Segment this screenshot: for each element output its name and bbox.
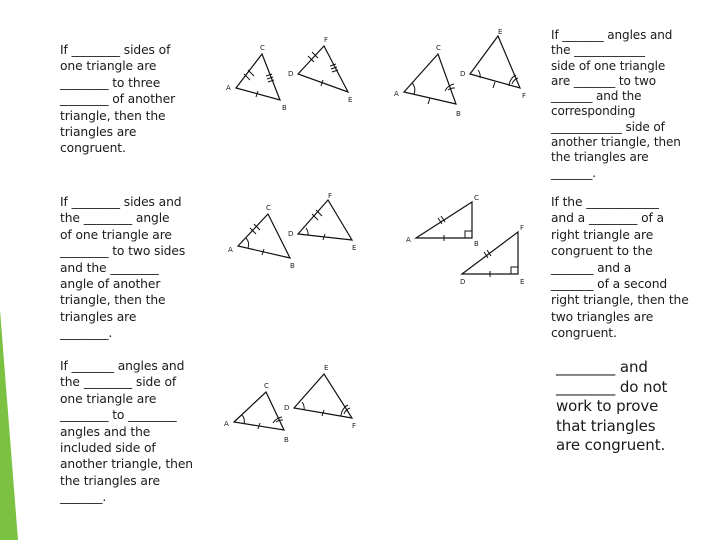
svg-text:A: A bbox=[226, 84, 231, 92]
statement-line: and the ________ bbox=[60, 260, 159, 275]
statement-line: triangles are bbox=[60, 125, 137, 140]
non-congruence-note bbox=[556, 358, 667, 456]
svg-text:F: F bbox=[522, 92, 527, 100]
statement-line: ________ to two sides bbox=[60, 244, 186, 259]
svg-text:C: C bbox=[260, 44, 265, 52]
svg-text:C: C bbox=[264, 382, 269, 390]
statement-line: two triangles are bbox=[551, 309, 654, 324]
statement-line: the ____________ bbox=[551, 43, 645, 58]
statement-line: right triangle are bbox=[551, 227, 654, 242]
statement-line: the triangles are bbox=[551, 150, 649, 165]
statement-line: congruent to the bbox=[551, 244, 653, 259]
asa-triangles-figure bbox=[222, 360, 384, 460]
svg-text:A: A bbox=[394, 90, 399, 98]
statement-line: another triangle, then bbox=[60, 457, 193, 472]
statement-line: congruent. bbox=[60, 141, 126, 156]
svg-text:F: F bbox=[328, 192, 333, 200]
svg-text:E: E bbox=[498, 28, 503, 36]
aas-triangles-figure bbox=[394, 26, 556, 126]
svg-text:E: E bbox=[352, 244, 357, 252]
statement-line: triangle, then the bbox=[60, 108, 166, 123]
statement-line: one triangle are bbox=[60, 59, 157, 74]
statement-line: _______ and the bbox=[551, 89, 642, 104]
statement-line: If ________ sides of bbox=[60, 43, 171, 57]
svg-text:A: A bbox=[228, 246, 233, 254]
statement-line: ____________ side of bbox=[551, 119, 665, 134]
worksheet bbox=[24, 18, 714, 540]
statement-line: included side of bbox=[60, 441, 156, 456]
statement-line: If the ____________ bbox=[551, 195, 659, 209]
accent-triangle bbox=[0, 0, 26, 540]
sss-statement bbox=[60, 42, 175, 157]
statement-line: ________ of another bbox=[60, 92, 176, 107]
statement-line: congruent. bbox=[551, 326, 617, 341]
svg-text:E: E bbox=[348, 96, 353, 104]
hl-statement bbox=[551, 194, 689, 342]
statement-line: are congruent. bbox=[556, 436, 666, 455]
statement-line: and a ________ of a bbox=[551, 211, 664, 226]
statement-line: ________ do not bbox=[556, 377, 668, 396]
sss-triangles-figure bbox=[220, 26, 392, 126]
aas-statement bbox=[551, 28, 681, 181]
statement-line: _______ of a second bbox=[551, 277, 668, 292]
statement-line: are _______ to two bbox=[551, 73, 656, 88]
hl-right-triangles-figure bbox=[402, 190, 552, 290]
statement-line: one triangle are bbox=[60, 391, 157, 406]
statement-line: side of one triangle bbox=[551, 58, 666, 73]
statement-line: ________ to ________ bbox=[60, 408, 177, 423]
svg-text:B: B bbox=[456, 110, 461, 118]
statement-line: ________ and bbox=[556, 358, 648, 376]
statement-line: that triangles bbox=[556, 416, 656, 435]
svg-text:D: D bbox=[288, 70, 294, 78]
statement-line: ________. bbox=[60, 326, 113, 341]
svg-text:A: A bbox=[406, 236, 411, 244]
svg-text:D: D bbox=[288, 230, 294, 238]
statement-line: of one triangle are bbox=[60, 227, 172, 242]
asa-statement bbox=[60, 358, 193, 506]
svg-text:D: D bbox=[460, 278, 466, 286]
svg-text:A: A bbox=[224, 420, 229, 428]
svg-text:B: B bbox=[282, 104, 287, 112]
svg-text:F: F bbox=[520, 224, 525, 232]
statement-line: If _______ angles and bbox=[551, 28, 673, 42]
statement-line: If _______ angles and bbox=[60, 359, 185, 373]
svg-text:E: E bbox=[520, 278, 525, 286]
statement-line: triangle, then the bbox=[60, 293, 166, 308]
statement-line: _______ and a bbox=[551, 260, 632, 275]
statement-line: If ________ sides and bbox=[60, 195, 182, 209]
svg-text:D: D bbox=[284, 404, 290, 412]
svg-text:F: F bbox=[324, 36, 329, 44]
statement-line: another triangle, then bbox=[551, 135, 681, 150]
statement-line: angles and the bbox=[60, 424, 151, 439]
svg-text:C: C bbox=[474, 194, 479, 202]
statement-line: corresponding bbox=[551, 104, 636, 119]
svg-text:B: B bbox=[474, 240, 479, 248]
svg-text:F: F bbox=[352, 422, 357, 430]
statement-line: _______. bbox=[551, 165, 597, 180]
statement-line: the triangles are bbox=[60, 473, 161, 488]
svg-text:C: C bbox=[266, 204, 271, 212]
statement-line: ________ to three bbox=[60, 75, 161, 90]
svg-text:B: B bbox=[284, 436, 289, 444]
statement-line: right triangle, then the bbox=[551, 293, 689, 308]
statement-line: _______. bbox=[60, 490, 107, 505]
sas-statement bbox=[60, 194, 185, 342]
svg-text:B: B bbox=[290, 262, 295, 270]
svg-text:D: D bbox=[460, 70, 466, 78]
svg-text:C: C bbox=[436, 44, 441, 52]
svg-text:E: E bbox=[324, 364, 329, 372]
statement-line: work to prove bbox=[556, 397, 659, 416]
sas-triangles-figure bbox=[224, 190, 374, 280]
statement-line: the ________ angle bbox=[60, 211, 170, 226]
statement-line: the ________ side of bbox=[60, 375, 177, 390]
statement-line: triangles are bbox=[60, 309, 137, 324]
statement-line: angle of another bbox=[60, 277, 161, 292]
